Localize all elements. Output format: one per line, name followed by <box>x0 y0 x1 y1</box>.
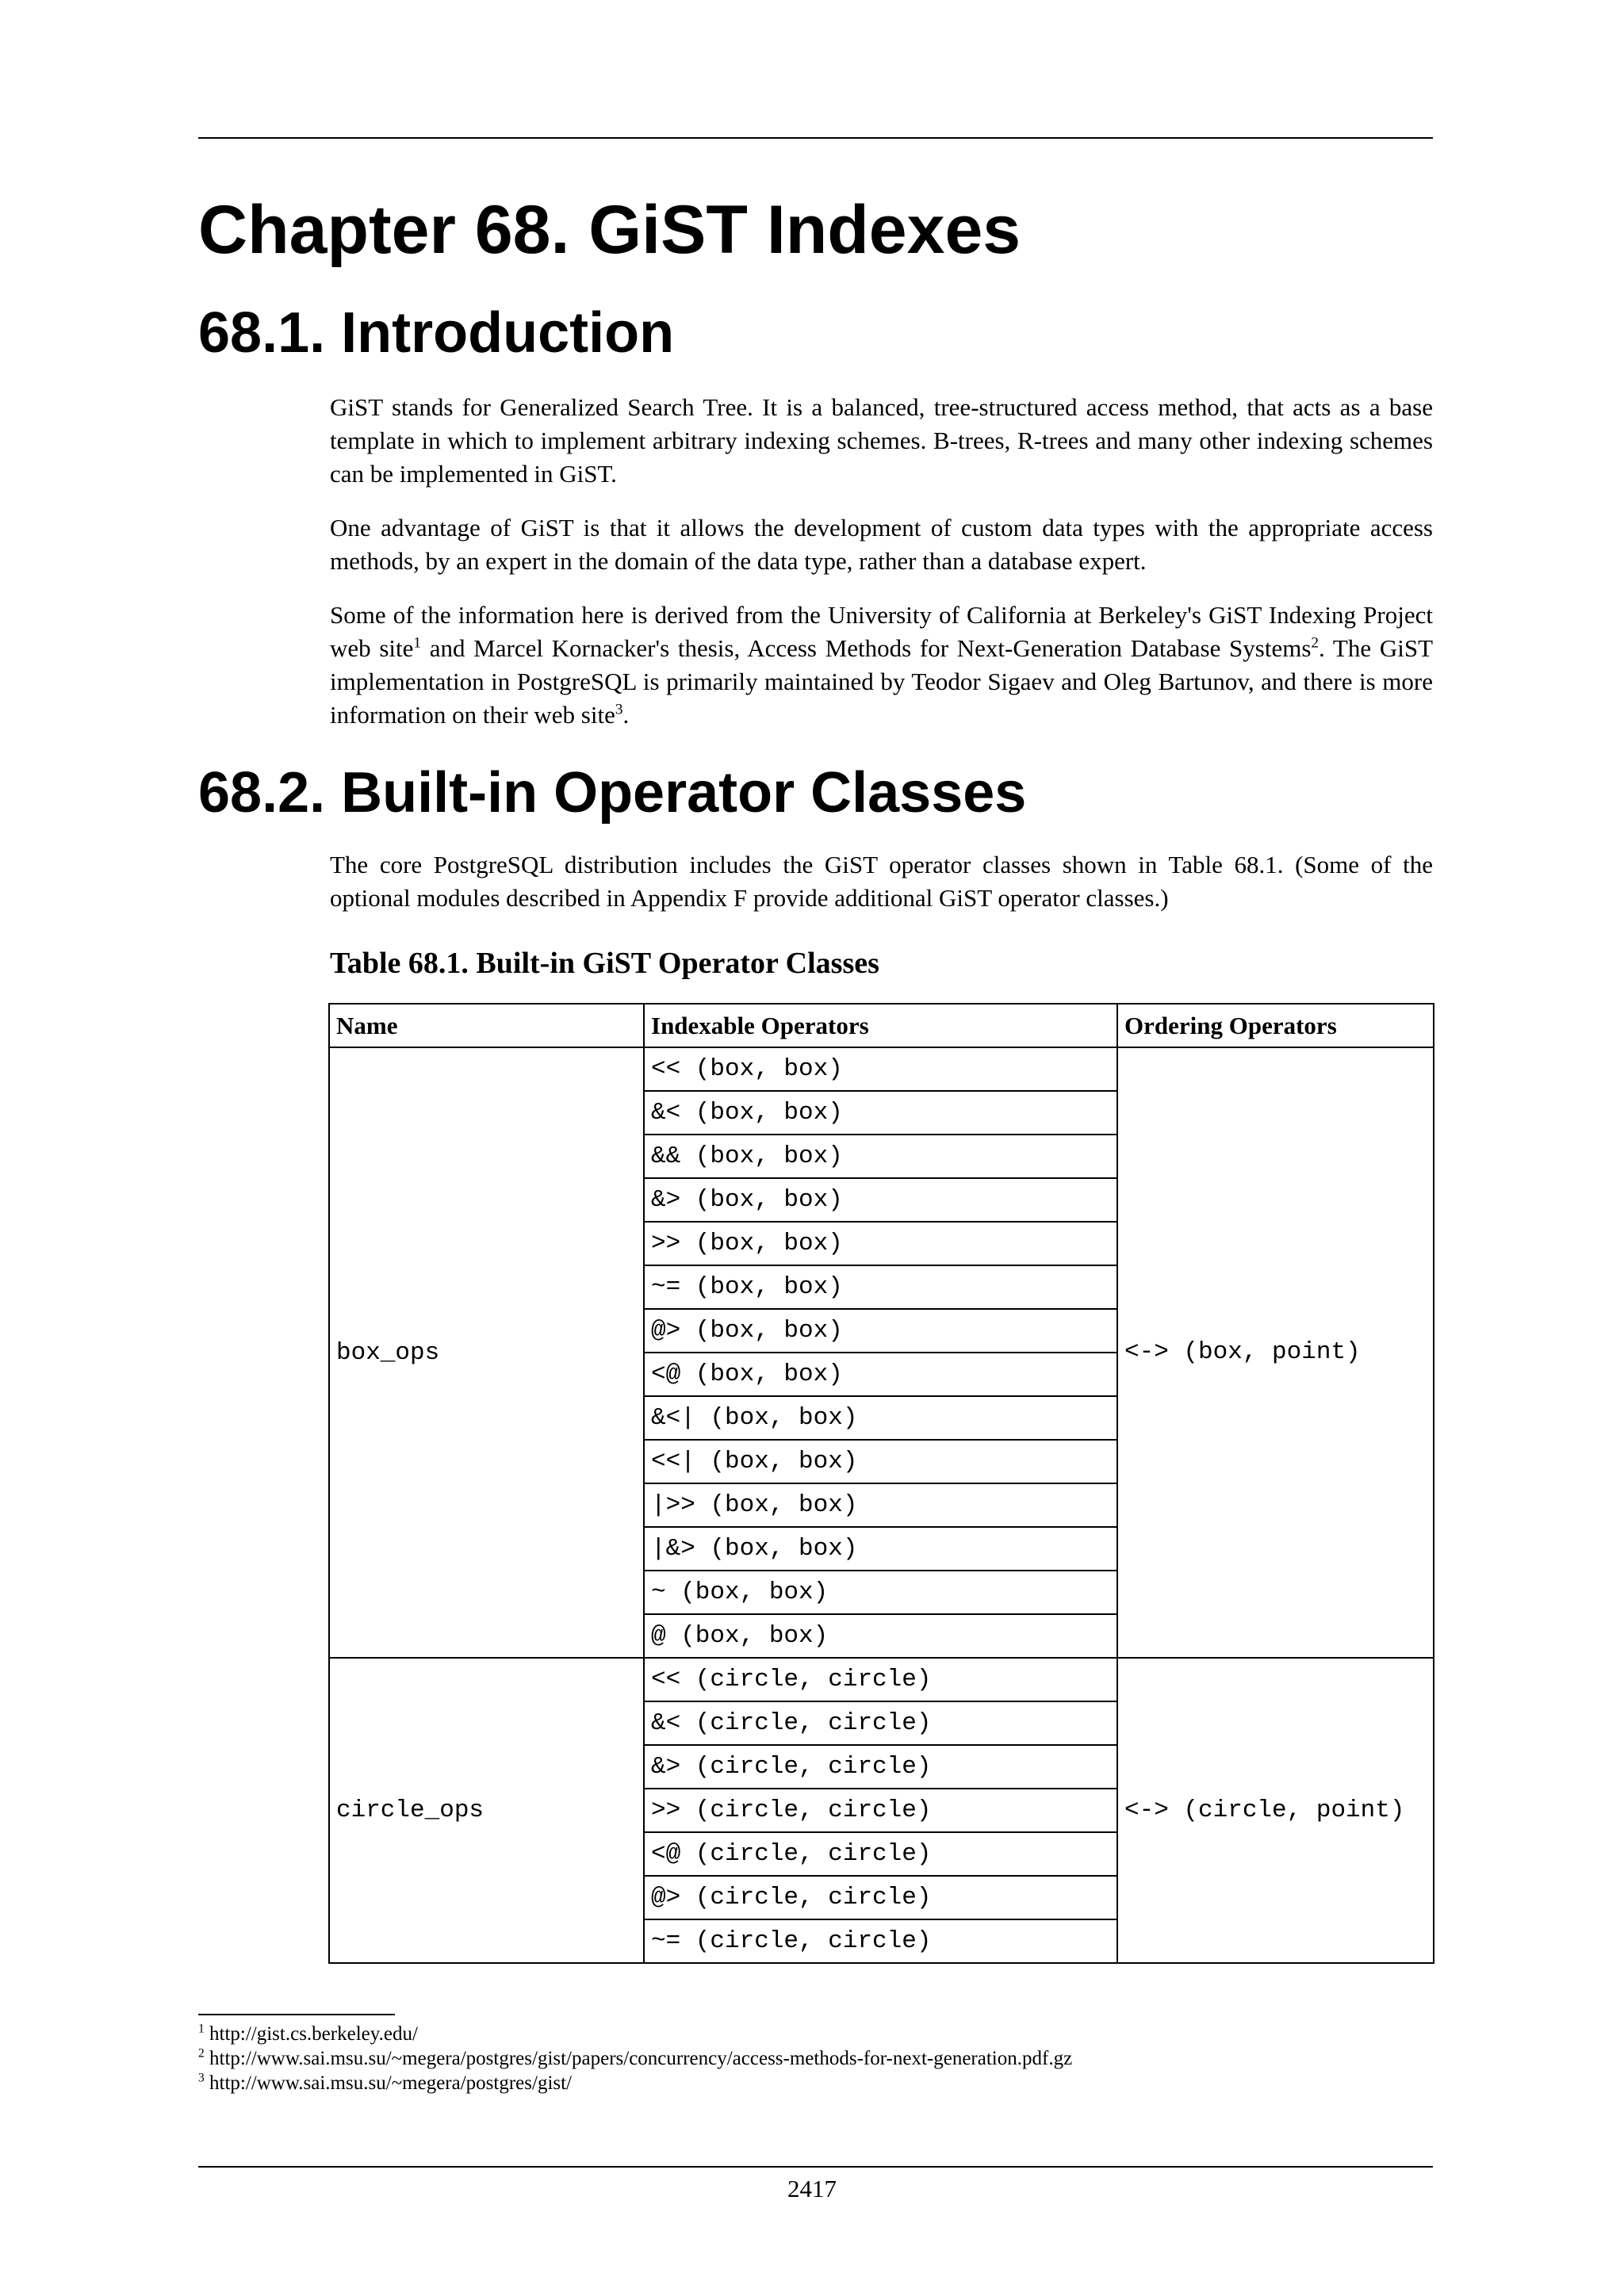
paragraph: GiST stands for Generalized Search Tree. It is a balanced, tree-structured access method, that acts as a base template in which to implement arbitrary indexing schemes. B-trees, R-trees and many other indexing schemes can be implemented in GiST. <box>330 393 1433 488</box>
footnote-link[interactable]: http://www.sai.msu.su/~megera/postgres/gist/papers/concurrency/access-methods-for-next-generation.pdf.gz <box>209 2048 1073 2069</box>
operator-classes-table <box>328 1003 1434 1964</box>
footnote-number: 2 <box>198 2046 205 2061</box>
paragraph <box>330 599 1433 732</box>
ordering-operator: <-> (circle, point) <box>1117 1658 1434 1963</box>
footnote-link[interactable]: http://www.sai.msu.su/~megera/postgres/gist/ <box>209 2072 573 2094</box>
footnote-number: 3 <box>198 2071 205 2085</box>
indexable-operator: ~= (box, box) <box>644 1265 1117 1309</box>
indexable-operator: <@ (circle, circle) <box>644 1832 1117 1876</box>
table-header-row <box>329 1004 1434 1047</box>
table-body <box>329 1047 1434 1963</box>
chapter-title: Chapter 68. GiST Indexes <box>198 192 1021 268</box>
indexable-operator: && (box, box) <box>644 1135 1117 1178</box>
section-title-builtin-operator-classes: 68.2. Built-in Operator Classes <box>198 761 1027 825</box>
indexable-operator: @> (box, box) <box>644 1309 1117 1353</box>
indexable-operator: &> (box, box) <box>644 1178 1117 1222</box>
operator-class-name: circle_ops <box>329 1658 644 1963</box>
indexable-operator: &<| (box, box) <box>644 1396 1117 1440</box>
text-span: . <box>622 701 630 729</box>
footnote-rule <box>198 2014 395 2015</box>
header-indexable-operators: Indexable Operators <box>644 1004 1117 1047</box>
table-caption: Table 68.1. Built-in GiST Operator Classes <box>330 947 879 980</box>
indexable-operator: |>> (box, box) <box>644 1483 1117 1527</box>
footnote-3 <box>198 2071 1072 2095</box>
indexable-operator: ~= (circle, circle) <box>644 1919 1117 1963</box>
introduction-body <box>330 391 1433 752</box>
indexable-operator: &< (box, box) <box>644 1091 1117 1135</box>
indexable-operator: |&> (box, box) <box>644 1527 1117 1571</box>
table-row <box>329 1658 1434 1701</box>
paragraph: The core PostgreSQL distribution includes the GiST operator classes shown in Table 68.1. (Some of the optional modules described in Appendix F provide additional GiST operator classes.) <box>330 851 1433 912</box>
ordering-operator: <-> (box, point) <box>1117 1047 1434 1658</box>
section-title-introduction: 68.1. Introduction <box>198 301 675 365</box>
indexable-operator: @ (box, box) <box>644 1614 1117 1658</box>
header-rule <box>198 137 1433 139</box>
footnote-ref-3[interactable]: 3 <box>615 701 623 718</box>
page-number: 2417 <box>787 2175 837 2202</box>
text-span: and Marcel Kornacker's thesis, Access Methods for Next-Generation Database Systems <box>421 634 1312 662</box>
table-row <box>329 1047 1434 1091</box>
indexable-operator: >> (circle, circle) <box>644 1789 1117 1832</box>
text-span: Some of the information here is derived from the University of California at Berkeley's GiST Indexing Project web site <box>330 601 1433 662</box>
indexable-operator: << (box, box) <box>644 1047 1117 1091</box>
paragraph: One advantage of GiST is that it allows the development of custom data types with the appropriate access methods, by an expert in the domain of the data type, rather than a database expert. <box>330 514 1433 575</box>
footnotes <box>198 2022 1072 2095</box>
indexable-operator: <<| (box, box) <box>644 1440 1117 1483</box>
header-ordering-operators: Ordering Operators <box>1117 1004 1434 1047</box>
footnote-2 <box>198 2046 1072 2071</box>
indexable-operator: << (circle, circle) <box>644 1658 1117 1701</box>
indexable-operator: @> (circle, circle) <box>644 1876 1117 1919</box>
footer-rule <box>198 2166 1433 2168</box>
footnote-number: 1 <box>198 2022 205 2036</box>
header-name: Name <box>329 1004 644 1047</box>
footnote-ref-2[interactable]: 2 <box>1311 634 1320 652</box>
footnote-1 <box>198 2022 1072 2046</box>
builtin-body <box>330 848 1433 936</box>
indexable-operator: >> (box, box) <box>644 1222 1117 1265</box>
indexable-operator: &> (circle, circle) <box>644 1745 1117 1789</box>
operator-class-name: box_ops <box>329 1047 644 1658</box>
indexable-operator: <@ (box, box) <box>644 1353 1117 1396</box>
footnote-ref-1[interactable]: 1 <box>413 634 422 652</box>
indexable-operator: ~ (box, box) <box>644 1571 1117 1614</box>
footnote-link[interactable]: http://gist.cs.berkeley.edu/ <box>209 2023 418 2045</box>
indexable-operator: &< (circle, circle) <box>644 1701 1117 1745</box>
text-span: . The GiST implementation in PostgreSQL is primarily maintained by Teodor Sigaev and Oleg Bartunov, and there is more information on their web site <box>330 634 1434 729</box>
